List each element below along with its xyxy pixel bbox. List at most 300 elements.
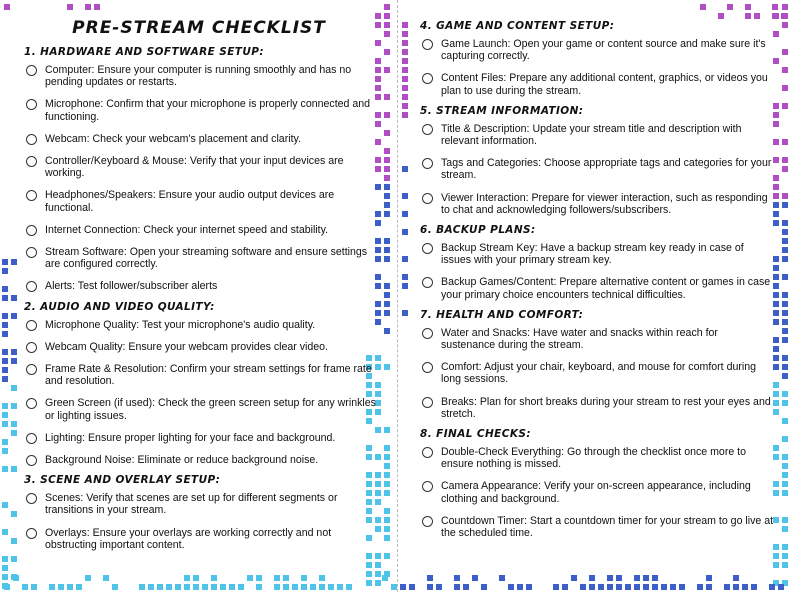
pixel — [769, 584, 775, 590]
item-label: Controller/Keyboard & Mouse: Verify that your input devices are working. — [45, 155, 344, 180]
pixel — [508, 584, 514, 590]
pixel — [782, 463, 788, 469]
checklist-item — [418, 396, 774, 420]
pixel — [402, 67, 408, 73]
pixel — [634, 575, 640, 581]
pixel — [384, 445, 390, 451]
pixel — [782, 238, 788, 244]
pixel — [402, 256, 408, 262]
pixel — [11, 403, 17, 409]
section-title: 5. STREAM INFORMATION: — [420, 104, 584, 117]
pixel — [384, 283, 390, 289]
checkbox[interactable] — [422, 328, 433, 339]
pixel — [319, 575, 325, 581]
pixel — [384, 157, 390, 163]
checkbox[interactable] — [422, 73, 433, 84]
pixel — [11, 295, 17, 301]
pixel — [384, 364, 390, 370]
pixel — [175, 584, 181, 590]
pixel — [745, 4, 751, 10]
checkbox[interactable] — [26, 225, 37, 236]
section-title: 2. AUDIO AND VIDEO QUALITY: — [24, 300, 215, 313]
pixel — [782, 400, 788, 406]
pixel — [625, 584, 631, 590]
pixel — [112, 584, 118, 590]
checkbox[interactable] — [422, 193, 433, 204]
checklist-item — [418, 242, 774, 266]
pixel — [2, 349, 8, 355]
checklist-section-stream-info — [418, 123, 774, 216]
checklist-section-hardware — [22, 64, 376, 293]
pixel — [782, 139, 788, 145]
pixel — [202, 584, 208, 590]
pixel — [782, 310, 788, 316]
checklist-item — [418, 515, 774, 539]
pixel — [616, 584, 622, 590]
pixel — [782, 103, 788, 109]
item-label: Webcam: Check your webcam's placement and clarity. — [45, 132, 301, 145]
checkbox[interactable] — [26, 398, 37, 409]
pixel — [11, 358, 17, 364]
checklist-item — [22, 224, 376, 236]
pixel — [49, 584, 55, 590]
pixel — [782, 22, 788, 28]
pixel — [782, 256, 788, 262]
checklist-item — [418, 327, 774, 351]
pixel — [782, 328, 788, 334]
pixel — [384, 301, 390, 307]
pixel — [247, 575, 253, 581]
pixel — [310, 584, 316, 590]
pixel — [2, 412, 8, 418]
left-column — [22, 14, 376, 561]
pixel — [22, 584, 28, 590]
pixel — [346, 584, 352, 590]
item-label: Background Noise: Eliminate or reduce background noise. — [45, 454, 319, 467]
pixel — [184, 584, 190, 590]
pixel — [211, 584, 217, 590]
pixel — [700, 4, 706, 10]
pixel — [679, 584, 685, 590]
pixel — [366, 562, 372, 568]
pixel — [384, 247, 390, 253]
pixel — [11, 385, 17, 391]
checkbox[interactable] — [422, 516, 433, 527]
pixel — [402, 211, 408, 217]
pixel — [193, 575, 199, 581]
pixel — [733, 584, 739, 590]
pixel — [274, 575, 280, 581]
pixel — [402, 274, 408, 280]
checklist-section-final — [418, 446, 774, 539]
section-title: 1. HARDWARE AND SOFTWARE SETUP: — [24, 46, 264, 58]
pixel — [384, 112, 390, 118]
pixel — [427, 584, 433, 590]
item-label: Tags and Categories: Choose appropriate tags and categories for your stream. — [441, 157, 772, 182]
pixel — [67, 4, 73, 10]
pixel — [2, 376, 8, 382]
pixel — [2, 259, 8, 265]
item-label: Microphone: Confirm that your microphone is properly connected and functioning. — [45, 98, 371, 123]
pixel — [2, 367, 8, 373]
pixel — [402, 112, 408, 118]
pixel — [238, 584, 244, 590]
pixel — [782, 517, 788, 523]
pixel — [2, 322, 8, 328]
pixel — [139, 584, 145, 590]
pixel — [11, 511, 17, 517]
pixel — [366, 580, 372, 586]
pixel — [400, 584, 406, 590]
item-label: Water and Snacks: Have water and snacks within reach for sustenance during the stream. — [441, 326, 718, 352]
pixel — [402, 85, 408, 91]
pixel — [773, 553, 779, 559]
section-title: 4. GAME AND CONTENT SETUP: — [420, 20, 615, 32]
checkbox[interactable] — [422, 243, 433, 254]
pixel — [384, 31, 390, 37]
checklist-item — [418, 72, 774, 96]
pixel — [782, 301, 788, 307]
pixel — [643, 575, 649, 581]
item-label: Breaks: Plan for short breaks during your stream to rest your eyes and stretch. — [441, 395, 771, 420]
pixel — [402, 283, 408, 289]
pixel — [11, 538, 17, 544]
pixel — [742, 584, 748, 590]
pixel — [384, 175, 390, 181]
checkbox[interactable] — [26, 342, 37, 353]
pixel — [782, 292, 788, 298]
pixel — [402, 22, 408, 28]
pixel — [706, 575, 712, 581]
pixel — [11, 349, 17, 355]
checklist-section-backup — [418, 242, 774, 301]
checkbox[interactable] — [422, 481, 433, 492]
checklist-item — [418, 446, 774, 470]
pixel — [782, 247, 788, 253]
checklist-item — [418, 276, 774, 300]
pixel — [402, 103, 408, 109]
checkbox[interactable] — [26, 320, 37, 331]
checklist-item — [22, 280, 376, 292]
pixel — [402, 40, 408, 46]
pixel — [301, 584, 307, 590]
pixel — [85, 4, 91, 10]
right-column — [418, 14, 774, 549]
pixel — [384, 508, 390, 514]
item-label: Title & Description: Update your stream title and description with relevant information. — [441, 122, 742, 148]
pixel — [2, 421, 8, 427]
pixel — [402, 31, 408, 37]
pixel — [782, 202, 788, 208]
checklist-section-game-content — [418, 38, 774, 97]
checkbox[interactable] — [26, 134, 37, 145]
item-label: Stream Software: Open your streaming software and ensure settings are configured correctly. — [45, 246, 368, 271]
pixel — [472, 575, 478, 581]
pixel — [782, 355, 788, 361]
pixel — [652, 584, 658, 590]
pixel — [517, 584, 523, 590]
checklist-item — [22, 189, 376, 213]
pixel — [384, 130, 390, 136]
pixel — [384, 238, 390, 244]
pixel — [375, 571, 381, 577]
checklist-item — [22, 432, 376, 444]
item-label: Alerts: Test follower/subscriber alerts — [45, 280, 218, 293]
checkbox[interactable] — [422, 447, 433, 458]
pixel — [256, 575, 262, 581]
item-label: Scenes: Verify that scenes are set up for different segments or transitions in your stream. — [45, 492, 338, 517]
pixel — [384, 67, 390, 73]
pixel — [526, 584, 532, 590]
pixel — [384, 49, 390, 55]
checklist-item — [22, 98, 376, 122]
pixel — [76, 584, 82, 590]
checklist-section-audio-video — [22, 319, 376, 467]
pixel — [2, 286, 8, 292]
pixel — [220, 584, 226, 590]
pixel — [782, 472, 788, 478]
checkbox[interactable] — [26, 156, 37, 167]
pixel — [384, 4, 390, 10]
pixel — [384, 535, 390, 541]
pixel — [11, 313, 17, 319]
pixel — [384, 526, 390, 532]
pixel — [607, 584, 613, 590]
checklist-section-scenes — [22, 492, 376, 551]
pixel — [454, 575, 460, 581]
pixel — [427, 575, 433, 581]
checkbox[interactable] — [26, 455, 37, 466]
pixel — [402, 76, 408, 82]
item-label: Double-Check Everything: Go through the checklist once more to ensure nothing is missed. — [441, 446, 747, 471]
pixel — [782, 454, 788, 460]
pixel — [4, 4, 10, 10]
pixel — [580, 584, 586, 590]
pixel — [782, 166, 788, 172]
pixel — [782, 229, 788, 235]
checkbox[interactable] — [26, 99, 37, 110]
checkbox[interactable] — [422, 124, 433, 135]
checkbox[interactable] — [26, 528, 37, 539]
pixel — [384, 310, 390, 316]
item-label: Backup Stream Key: Have a backup stream key ready in case of issues with your primary stream key. — [441, 242, 744, 267]
pixel — [553, 584, 559, 590]
pixel — [409, 584, 415, 590]
pixel — [11, 421, 17, 427]
checkbox[interactable] — [26, 281, 37, 292]
pixel — [85, 575, 91, 581]
checkbox[interactable] — [26, 247, 37, 258]
checkbox[interactable] — [26, 493, 37, 504]
pixel — [2, 295, 8, 301]
pixel — [384, 94, 390, 100]
pixel — [384, 553, 390, 559]
item-label: Game Launch: Open your game or content source and make sure it's capturing correctly. — [441, 38, 766, 63]
pixel — [402, 310, 408, 316]
pixel — [11, 466, 17, 472]
checkbox[interactable] — [422, 158, 433, 169]
section-title: 3. SCENE AND OVERLAY SETUP: — [24, 474, 221, 487]
checklist-item — [22, 341, 376, 353]
pixel — [782, 85, 788, 91]
pixel — [2, 529, 8, 535]
pixel — [384, 490, 390, 496]
checklist-item — [22, 492, 376, 516]
pixel — [782, 49, 788, 55]
pixel — [184, 575, 190, 581]
section-title: 8. FINAL CHECKS: — [420, 428, 531, 441]
pixel — [382, 575, 388, 581]
pixel — [454, 584, 460, 590]
pixel — [782, 220, 788, 226]
pixel — [375, 562, 381, 568]
pixel — [782, 490, 788, 496]
pixel — [13, 575, 19, 581]
pixel — [772, 4, 778, 10]
pixel — [598, 584, 604, 590]
pixel — [773, 562, 779, 568]
item-label: Camera Appearance: Verify your on-screen appearance, including clothing and background. — [441, 480, 751, 505]
pixel — [782, 319, 788, 325]
pixel — [670, 584, 676, 590]
pixel — [589, 575, 595, 581]
checkbox[interactable] — [422, 277, 433, 288]
pixel — [2, 574, 8, 580]
pixel — [727, 4, 733, 10]
pixel — [384, 22, 390, 28]
pixel — [384, 202, 390, 208]
pixel — [481, 584, 487, 590]
pixel — [375, 580, 381, 586]
pixel — [11, 430, 17, 436]
pixel — [2, 268, 8, 274]
pixel — [402, 58, 408, 64]
pixel — [782, 436, 788, 442]
pixel — [402, 166, 408, 172]
item-label: Viewer Interaction: Prepare for viewer interaction, such as responding to chat and acknowledging followers/subscribers. — [441, 191, 768, 216]
pixel — [384, 454, 390, 460]
pixel — [782, 157, 788, 163]
pixel — [148, 584, 154, 590]
checkbox[interactable] — [422, 39, 433, 50]
checklist-item — [418, 38, 774, 62]
page-title: PRE-STREAM CHECKLIST — [72, 18, 326, 38]
pixel — [607, 575, 613, 581]
pixel — [301, 575, 307, 581]
pixel — [436, 584, 442, 590]
checklist-item — [418, 480, 774, 504]
pixel — [2, 448, 8, 454]
pixel — [256, 584, 262, 590]
checkbox[interactable] — [422, 362, 433, 373]
item-label: Internet Connection: Check your internet speed and stability. — [45, 223, 329, 236]
pixel — [589, 584, 595, 590]
pixel — [384, 517, 390, 523]
item-label: Overlays: Ensure your overlays are working correctly and not obstructing important content. — [45, 526, 332, 551]
checkbox[interactable] — [26, 364, 37, 375]
pixel — [402, 193, 408, 199]
pixel — [384, 472, 390, 478]
pixel — [782, 364, 788, 370]
pixel — [778, 584, 784, 590]
item-label: Headphones/Speakers: Ensure your audio output devices are functional. — [45, 189, 335, 214]
pixel — [2, 331, 8, 337]
pixel — [384, 193, 390, 199]
pixel — [2, 502, 8, 508]
pixel — [652, 575, 658, 581]
pixel — [782, 274, 788, 280]
item-label: Lighting: Ensure proper lighting for your face and background. — [45, 431, 336, 444]
pixel — [697, 584, 703, 590]
pixel — [782, 193, 788, 199]
pixel — [58, 584, 64, 590]
checklist-item — [22, 363, 376, 387]
checklist-item — [418, 123, 774, 147]
pixel — [94, 4, 100, 10]
pixel — [661, 584, 667, 590]
checkbox[interactable] — [422, 397, 433, 408]
pixel — [166, 584, 172, 590]
pixel — [781, 13, 787, 19]
checkbox[interactable] — [26, 65, 37, 76]
pixel — [782, 67, 788, 73]
checklist-section-health — [418, 327, 774, 420]
pixel — [782, 526, 788, 532]
pixel — [283, 575, 289, 581]
pixel — [402, 94, 408, 100]
pixel — [211, 575, 217, 581]
pixel — [4, 584, 10, 590]
pixel — [782, 481, 788, 487]
pixel — [384, 13, 390, 19]
checklist-item — [22, 133, 376, 145]
item-label: Webcam Quality: Ensure your webcam provides clear video. — [45, 340, 329, 353]
pixel — [733, 575, 739, 581]
pixel — [782, 373, 788, 379]
pixel — [193, 584, 199, 590]
checklist-item — [418, 192, 774, 216]
checkbox[interactable] — [26, 433, 37, 444]
pixel — [384, 166, 390, 172]
pixel — [11, 556, 17, 562]
pixel — [2, 403, 8, 409]
pixel — [384, 427, 390, 433]
checkbox[interactable] — [26, 190, 37, 201]
pixel — [384, 211, 390, 217]
checklist-item — [22, 527, 376, 551]
pixel — [782, 337, 788, 343]
pixel — [384, 481, 390, 487]
checklist-item — [418, 361, 774, 385]
section-title: 6. BACKUP PLANS: — [420, 224, 536, 237]
pixel — [283, 584, 289, 590]
pixel — [463, 584, 469, 590]
pixel — [643, 584, 649, 590]
pixel — [782, 4, 788, 10]
pixel — [782, 553, 788, 559]
pixel — [103, 575, 109, 581]
checklist-item — [418, 157, 774, 181]
pixel — [402, 49, 408, 55]
pixel — [616, 575, 622, 581]
pixel — [724, 584, 730, 590]
pixel — [157, 584, 163, 590]
pixel — [384, 148, 390, 154]
pixel — [274, 584, 280, 590]
pixel — [782, 391, 788, 397]
checklist-item — [22, 454, 376, 466]
pixel — [384, 292, 390, 298]
